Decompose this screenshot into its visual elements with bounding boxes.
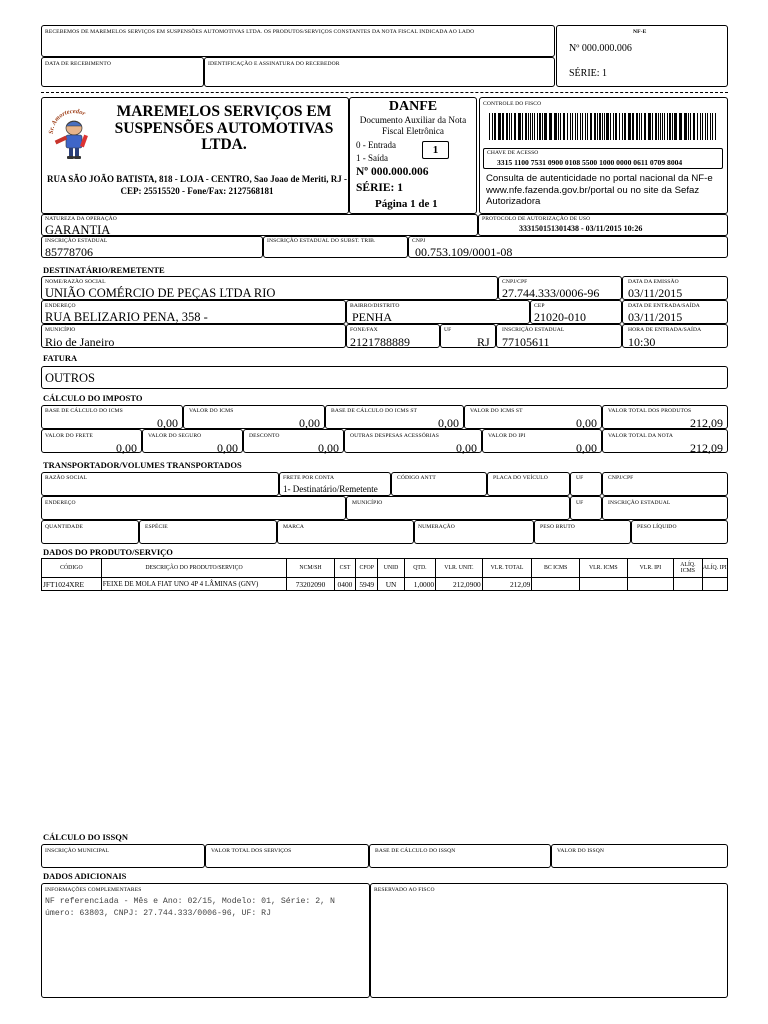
cnpj-label: CNPJ (412, 238, 426, 244)
imp-total-produtos-value: 212,09 (690, 416, 723, 430)
dest-cep-value: 21020-010 (534, 310, 586, 324)
cell-aliq-icms (674, 578, 702, 591)
ie-box (41, 236, 263, 258)
cnpj-value: 00.753.109/0001-08 (415, 245, 513, 259)
protocolo-value: 333150151301438 - 03/11/2015 10:26 (519, 224, 643, 233)
barcode (489, 113, 718, 140)
adicionais-section-title: DADOS ADICIONAIS (43, 871, 127, 881)
natureza-box (41, 214, 478, 236)
col-vlr-unit: VLR. UNIT. (436, 559, 483, 578)
ie-label: INSCRIÇÃO ESTADUAL (45, 238, 108, 244)
dest-endereco-label: ENDEREÇO (45, 303, 76, 309)
transp-frete-box (279, 472, 391, 496)
imp-valor-icms-st-value: 0,00 (576, 416, 597, 430)
ie-st-box (263, 236, 408, 258)
imp-total-nota-value: 212,09 (690, 441, 723, 455)
imp-outras-box (344, 429, 482, 453)
dest-bairro-label: BAIRRO/DISTRITO (350, 303, 400, 309)
imp-total-nota-box (602, 429, 728, 453)
canhoto-data-recebimento-label: DATA DE RECEBIMENTO (45, 61, 111, 67)
dest-ie-value: 77105611 (502, 335, 550, 349)
dest-emissao-value: 03/11/2015 (628, 286, 683, 300)
canhoto-identificacao-box (204, 57, 555, 87)
canhoto-nfe-box (556, 25, 728, 87)
emitente-box (41, 97, 349, 214)
imposto-section-title: CÁLCULO DO IMPOSTO (43, 393, 143, 403)
transp-marca-box (277, 520, 414, 544)
imp-valor-icms-box (183, 405, 325, 429)
destinatario-section-title: DESTINATÁRIO/REMETENTE (43, 265, 165, 275)
transp-razao-box (41, 472, 279, 496)
transp-quantidade-box (41, 520, 139, 544)
issqn-base-label: BASE DE CÁLCULO DO ISSQN (375, 848, 456, 854)
imp-base-icms-box (41, 405, 183, 429)
dest-bairro-box (346, 300, 530, 324)
danfe-numero: Nº 000.000.006 (356, 166, 429, 178)
dest-nome-box (41, 276, 498, 300)
dest-fone-label: FONE/FAX (350, 327, 378, 333)
imp-desconto-label: DESCONTO (249, 433, 280, 439)
danfe-pagina: Página 1 de 1 (375, 198, 438, 210)
transp-antt-label: CÓDIGO ANTT (397, 475, 436, 481)
imp-ipi-value: 0,00 (576, 441, 597, 455)
protocolo-label: PROTOCOLO DE AUTORIZAÇÃO DE USO (482, 216, 591, 222)
danfe-tipo-box: 1 (422, 141, 449, 159)
cell-descricao: FEIXE DE MOLA FIAT UNO 4P 4 LÂMINAS (GNV) (101, 578, 286, 591)
consulta-text: Consulta de autenticidade no portal nacional da NF-e www.nfe.fazenda.gov.br/portal ou no site da Sefaz Autorizadora (486, 173, 713, 207)
issqn-inscricao-label: INSCRIÇÃO MUNICIPAL (45, 848, 110, 854)
imp-base-icms-st-label: BASE DE CÁLCULO DO ICMS ST (331, 408, 418, 414)
col-cfop: CFOP (356, 559, 378, 578)
transp-frete-label: FRETE POR CONTA (283, 475, 335, 481)
transp-peso-bruto-box (534, 520, 631, 544)
transp-endereco-label: ENDEREÇO (45, 500, 76, 506)
imp-base-icms-st-value: 0,00 (438, 416, 459, 430)
danfe-title: DANFE (388, 99, 438, 114)
issqn-valor-box (551, 844, 728, 868)
info-complementares-box (41, 883, 370, 998)
imp-valor-icms-value: 0,00 (299, 416, 320, 430)
transp-antt-box (391, 472, 487, 496)
col-cst: CST (334, 559, 355, 578)
cell-cfop: 5949 (356, 578, 378, 591)
col-qtd: QTD. (404, 559, 435, 578)
transp-uf-label: UF (576, 475, 584, 481)
transp-placa-label: PLACA DO VEÍCULO (493, 475, 548, 481)
canhoto-data-recebimento-box (41, 57, 204, 87)
transp-ie-box (602, 496, 728, 520)
transp-uf2-label: UF (576, 500, 584, 506)
dest-saida-value: 03/11/2015 (628, 310, 683, 324)
dest-nome-value: UNIÃO COMÉRCIO DE PEÇAS LTDA RIO (45, 286, 276, 300)
transp-cnpj-label: CNPJ/CPF (608, 475, 634, 481)
imp-frete-box (41, 429, 142, 453)
dest-fone-value: 2121788889 (350, 335, 410, 349)
imp-valor-icms-st-label: VALOR DO ICMS ST (470, 408, 523, 414)
danfe-box (349, 97, 477, 214)
dest-uf-label: UF (444, 327, 452, 333)
canhoto-identificacao-label: IDENTIFICAÇÃO E ASSINATURA DO RECEBEDOR (208, 61, 340, 67)
dest-emissao-label: DATA DA EMISSÃO (628, 279, 679, 285)
col-ncm: NCM/SH (287, 559, 335, 578)
dest-saida-label: DATA DE ENTRADA/SAÍDA (628, 303, 700, 309)
fisco-box (479, 97, 728, 214)
chave-label: CHAVE DE ACESSO (487, 150, 539, 156)
imp-desconto-value: 0,00 (318, 441, 339, 455)
col-aliq-icms: ALÍQ. ICMS (674, 559, 702, 578)
imp-desconto-box (243, 429, 344, 453)
dest-emissao-box (622, 276, 728, 300)
col-bc-icms: BC ICMS (532, 559, 580, 578)
dest-hora-label: HORA DE ENTRADA/SAÍDA (628, 327, 702, 333)
col-unid: UNID (378, 559, 404, 578)
dest-bairro-value: PENHA (352, 310, 393, 324)
imp-valor-icms-st-box (464, 405, 602, 429)
dest-municipio-value: Rio de Janeiro (45, 335, 115, 349)
issqn-section-title: CÁLCULO DO ISSQN (43, 832, 129, 842)
transp-marca-label: MARCA (283, 524, 305, 530)
imp-base-icms-st-box (325, 405, 464, 429)
imp-frete-value: 0,00 (116, 441, 137, 455)
cell-vlr-ipi (627, 578, 674, 591)
imp-valor-icms-label: VALOR DO ICMS (189, 408, 234, 414)
imp-seguro-value: 0,00 (217, 441, 238, 455)
canhoto-divider (41, 92, 728, 93)
cell-codigo: JFT1024XRE (42, 578, 102, 591)
transp-frete-value: 1- Destinatário/Remetente (283, 484, 378, 494)
canhoto-numero: Nº 000.000.006 (569, 43, 632, 54)
cell-vlr-unit: 212,0900 (436, 578, 483, 591)
imp-frete-label: VALOR DO FRETE (45, 433, 93, 439)
transp-especie-box (139, 520, 277, 544)
company-logo (46, 102, 102, 164)
products-table (41, 558, 728, 591)
transp-cnpj-box (602, 472, 728, 496)
col-vlr-total: VLR. TOTAL (482, 559, 532, 578)
chave-box (483, 148, 723, 169)
dest-uf-value: RJ (477, 335, 490, 349)
dest-cep-label: CEP (534, 303, 545, 309)
cell-aliq-ipi (702, 578, 727, 591)
dest-ie-box (496, 324, 622, 348)
dest-cep-box (530, 300, 622, 324)
dest-nome-label: NOME/RAZÃO SOCIAL (45, 279, 106, 285)
info-complementares-label: INFORMAÇÕES COMPLEMENTARES (45, 887, 142, 893)
cell-vlr-total: 212,09 (482, 578, 532, 591)
imp-base-icms-label: BASE DE CÁLCULO DO ICMS (45, 408, 123, 414)
col-vlr-ipi: VLR. IPI (627, 559, 674, 578)
canhoto-nfe-label: NF-E (633, 29, 647, 35)
produtos-section-title: DADOS DO PRODUTO/SERVIÇO (43, 547, 173, 557)
dest-cnpj-value: 27.744.333/0006-96 (502, 286, 600, 300)
logo-text: Sr. Amortecedor (47, 107, 87, 135)
cell-vlr-icms (579, 578, 627, 591)
transp-ie-label: INSCRIÇÃO ESTADUAL (608, 500, 671, 506)
cell-ncm: 73202090 (287, 578, 335, 591)
imp-total-produtos-box (602, 405, 728, 429)
imp-seguro-box (142, 429, 243, 453)
dest-cnpj-label: CNPJ/CPF (502, 279, 528, 285)
reservado-fisco-label: RESERVADO AO FISCO (374, 887, 435, 893)
transp-numeracao-box (414, 520, 534, 544)
info-complementares-line2: úmero: 63803, CNPJ: 27.744.333/0006-96, UF: RJ (45, 909, 272, 918)
transp-especie-label: ESPÉCIE (145, 524, 168, 530)
transp-quantidade-label: QUANTIDADE (45, 524, 83, 530)
issqn-inscricao-box (41, 844, 205, 868)
ie-st-label: INSCRIÇÃO ESTADUAL DO SUBST. TRIB. (267, 238, 376, 244)
products-header-row (42, 559, 728, 578)
dest-ie-label: INSCRIÇÃO ESTADUAL (502, 327, 565, 333)
imp-outras-value: 0,00 (456, 441, 477, 455)
reservado-fisco-box (370, 883, 728, 998)
transp-peso-bruto-label: PESO BRUTO (540, 524, 575, 530)
cell-unid: UN (378, 578, 404, 591)
dest-municipio-box (41, 324, 346, 348)
transp-municipio-label: MUNICÍPIO (352, 500, 383, 506)
dest-municipio-label: MUNICÍPIO (45, 327, 76, 333)
fatura-section-title: FATURA (43, 353, 78, 363)
issqn-total-servicos-box (205, 844, 369, 868)
dest-uf-box (440, 324, 496, 348)
imp-seguro-label: VALOR DO SEGURO (148, 433, 202, 439)
company-name: MAREMELOS SERVIÇOS EM SUSPENSÕES AUTOMOTIVAS LTDA. (114, 103, 334, 154)
transp-uf-box (570, 472, 602, 496)
imp-total-nota-label: VALOR TOTAL DA NOTA (608, 433, 673, 439)
imp-ipi-label: VALOR DO IPI (488, 433, 526, 439)
transp-placa-box (487, 472, 570, 496)
transp-municipio-box (346, 496, 570, 520)
table-row (42, 578, 728, 591)
fatura-value: OUTROS (45, 371, 96, 385)
danfe-subtitle: Documento Auxiliar da Nota Fiscal Eletrônica (359, 115, 467, 137)
cnpj-box (408, 236, 728, 258)
dest-endereco-value: RUA BELIZARIO PENA, 358 - (45, 310, 208, 324)
fatura-box (41, 366, 728, 389)
imp-outras-label: OUTRAS DESPESAS ACESSÓRIAS (350, 433, 440, 439)
danfe-serie: SÉRIE: 1 (356, 182, 403, 194)
transp-peso-liquido-box (631, 520, 728, 544)
transp-uf2-box (570, 496, 602, 520)
cell-qtd: 1,0000 (404, 578, 435, 591)
issqn-base-box (369, 844, 551, 868)
dest-cnpj-box (498, 276, 622, 300)
cell-bc-icms (532, 578, 580, 591)
col-descricao: DESCRIÇÃO DO PRODUTO/SERVIÇO (101, 559, 286, 578)
chave-acesso: 3315 1100 7531 0900 0108 5500 1000 0000 0611 0709 8004 (497, 158, 683, 167)
transp-peso-liquido-label: PESO LÍQUIDO (637, 524, 677, 530)
company-address: RUA SÃO JOÃO BATISTA, 818 - LOJA - CENTRO, Sao Joao de Meriti, RJ - CEP: 25515520 - Fone/Fax: 2127568181 (47, 174, 347, 196)
issqn-total-servicos-label: VALOR TOTAL DOS SERVIÇOS (211, 848, 292, 854)
canhoto-declaration-box (41, 25, 555, 57)
transp-endereco-box (41, 496, 346, 520)
transp-numeracao-label: NUMERAÇÃO (418, 524, 455, 530)
imp-ipi-box (482, 429, 602, 453)
transportador-section-title: TRANSPORTADOR/VOLUMES TRANSPORTADOS (43, 460, 242, 470)
canhoto-declaration: RECEBEMOS DE MAREMELOS SERVIÇOS EM SUSPENSÕES AUTOMOTIVAS LTDA. OS PRODUTOS/SERVIÇOS CONSTANTES DA NOTA FISCAL INDICADA AO LADO (45, 29, 475, 35)
natureza-value: GARANTIA (45, 223, 111, 237)
transp-razao-label: RAZÃO SOCIAL (45, 475, 88, 481)
imp-base-icms-value: 0,00 (157, 416, 178, 430)
issqn-valor-label: VALOR DO ISSQN (557, 848, 604, 854)
info-complementares-line1: NF referenciada - Mês e Ano: 02/15, Modelo: 01, Série: 2, N (45, 897, 335, 906)
controle-fisco-label: CONTROLE DO FISCO (483, 101, 542, 107)
col-codigo: CÓDIGO (42, 559, 102, 578)
dest-saida-box (622, 300, 728, 324)
ie-value: 85778706 (45, 245, 93, 259)
protocolo-box (478, 214, 728, 236)
danfe-saida: 1 - Saída (356, 153, 388, 163)
col-aliq-ipi: ALÍQ. IPI (702, 559, 727, 578)
col-vlr-icms: VLR. ICMS (579, 559, 627, 578)
imp-total-produtos-label: VALOR TOTAL DOS PRODUTOS (608, 408, 692, 414)
dest-fone-box (346, 324, 440, 348)
natureza-label: NATUREZA DA OPERAÇÃO (45, 216, 117, 222)
dest-hora-box (622, 324, 728, 348)
danfe-entrada: 0 - Entrada (356, 140, 396, 150)
dest-hora-value: 10:30 (628, 335, 656, 349)
cell-cst: 0400 (334, 578, 355, 591)
canhoto-serie: SÉRIE: 1 (569, 68, 608, 79)
dest-endereco-box (41, 300, 346, 324)
